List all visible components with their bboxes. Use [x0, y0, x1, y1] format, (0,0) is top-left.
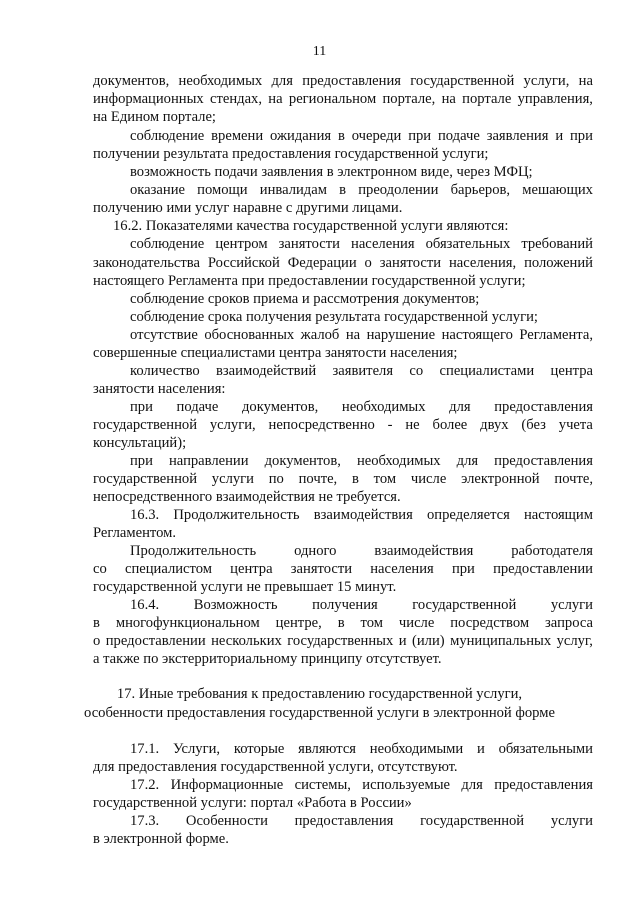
word: необходимыми [369, 741, 464, 757]
word: взаимодействия [374, 543, 474, 559]
text-line: особенности предоставления государственной услуги в электронной форме [84, 705, 555, 721]
word: электронной [461, 471, 540, 487]
word: на [345, 327, 361, 343]
word: муниципальных [450, 633, 552, 649]
word: Особенности [185, 813, 268, 829]
word: государственной [93, 471, 198, 487]
word: документов, [264, 453, 341, 469]
word: по [268, 471, 284, 487]
text-line [93, 254, 593, 272]
word: стендах, [210, 91, 262, 107]
word: являются [298, 741, 357, 757]
text-line [130, 362, 593, 380]
word: непосредственно [268, 417, 375, 433]
word: законодательства [93, 255, 200, 271]
word: не [405, 417, 420, 433]
word: на [268, 91, 283, 107]
word: одного [294, 543, 337, 559]
text-line: занятости населения: [93, 381, 226, 397]
word: Услуги, [172, 741, 221, 757]
text-line: 17. Иные требования к предоставлению государственной услуги, [116, 686, 523, 702]
word: настоящего [441, 327, 513, 343]
word: помощи [197, 182, 248, 198]
word: почте, [298, 471, 338, 487]
word: которые [233, 741, 285, 757]
word: подаче [437, 128, 480, 144]
word: предоставления [494, 399, 593, 415]
word: услуги, [209, 417, 256, 433]
word: работодателя [511, 543, 593, 559]
word: получения [312, 597, 378, 613]
word: о [93, 633, 101, 649]
word: на [578, 73, 593, 89]
word: нарушение [366, 327, 436, 343]
text-line: совершенные специалистами центра занятости населения; [93, 345, 458, 361]
text-line [93, 632, 593, 650]
word: при [570, 128, 593, 144]
text-line: непосредственного взаимодействия не требуется. [93, 489, 401, 505]
word: в [93, 615, 100, 631]
word: отсутствие [130, 327, 198, 343]
word: Продолжительность [173, 507, 300, 523]
word: занятости [290, 561, 353, 577]
word: необходимых [178, 73, 263, 89]
word: Информационные [170, 777, 284, 793]
word: государственной [410, 73, 515, 89]
word: в [337, 128, 345, 144]
word: времени [211, 128, 264, 144]
text-line: а также по экстерриториальному принципу отсутствует. [93, 651, 442, 667]
word: подаче [176, 399, 219, 415]
text-line: Регламентом. [93, 525, 177, 541]
word: при [130, 453, 153, 469]
text-line: настоящего Регламента при предоставлении государственной услуги; [93, 273, 526, 289]
word: многофункциональном [115, 615, 260, 631]
word: (без [521, 417, 546, 433]
text-line: в электронной форме. [93, 831, 229, 847]
word: 16.4. [130, 597, 160, 613]
text-line: получении результата предоставления государственной услуги; [93, 146, 489, 162]
text-line [93, 470, 593, 488]
word: соблюдение [130, 128, 205, 144]
page-number: 11 [312, 44, 327, 59]
word: предоставлении [105, 633, 206, 649]
text-line [93, 90, 593, 108]
word: со [409, 363, 424, 379]
word: услуги, [523, 73, 570, 89]
word: для [271, 73, 293, 89]
word: Продолжительность [130, 543, 257, 559]
word: - [387, 417, 393, 433]
text-line [130, 740, 593, 758]
text-line [130, 776, 593, 794]
word: взаимодействий [216, 363, 317, 379]
word: специалистом [124, 561, 212, 577]
word: предоставления [494, 453, 593, 469]
word: государственных [287, 633, 394, 649]
word: мешающих [522, 182, 593, 198]
word: населения [351, 236, 415, 252]
word: соблюдение [130, 236, 205, 252]
word: и [476, 741, 485, 757]
word: портале [462, 91, 512, 107]
text-line: консультаций); [93, 435, 187, 451]
text-line: государственной услуги: портал «Работа в России» [93, 795, 412, 811]
word: и [555, 128, 564, 144]
word: запроса [545, 615, 593, 631]
word: том [360, 615, 383, 631]
word: оказание [130, 182, 185, 198]
word: положений [524, 255, 593, 271]
text-line [93, 614, 593, 632]
text-line [130, 452, 593, 470]
word: Возможность [193, 597, 278, 613]
word: предоставлении [493, 561, 593, 577]
word: числе [398, 615, 435, 631]
word: о [364, 255, 372, 271]
word: услуги [550, 813, 593, 829]
word: настоящим [524, 507, 593, 523]
word: 17.3. [130, 813, 160, 829]
word: предоставления [302, 73, 401, 89]
text-line: на Едином портале; [93, 109, 216, 125]
word: управления, [517, 91, 593, 107]
text-line [130, 596, 593, 614]
word: 17.2. [130, 777, 160, 793]
text-line [93, 560, 593, 578]
word: при [451, 561, 475, 577]
word: занятости [379, 255, 442, 271]
word: населения, [448, 255, 517, 271]
word: предоставления [494, 777, 593, 793]
word: обоснованных [204, 327, 295, 343]
word: требований [521, 236, 593, 252]
word: двух [480, 417, 509, 433]
word: специалистами [439, 363, 535, 379]
text-line: государственной услуги не превышает 15 минут. [93, 579, 397, 595]
text-line [130, 506, 593, 524]
word: числе [410, 471, 447, 487]
text-line [93, 72, 593, 90]
text-line [130, 235, 593, 253]
word: нескольких [211, 633, 282, 649]
word: услуги [550, 597, 593, 613]
word: Регламента, [519, 327, 593, 343]
word: взаимодействия [313, 507, 413, 523]
word: государственной [412, 597, 517, 613]
word: количество [130, 363, 200, 379]
word: документов, [93, 73, 170, 89]
word: очереди [351, 128, 402, 144]
word: заявителя [332, 363, 394, 379]
word: системы, [294, 777, 351, 793]
word: инвалидам [259, 182, 327, 198]
word: жалоб [300, 327, 340, 343]
word: заявления [486, 128, 549, 144]
word: центра [230, 561, 273, 577]
text-line: получению ими услуг наравне с другими лицами. [93, 200, 403, 216]
word: почте, [554, 471, 593, 487]
word: необходимых [356, 453, 441, 469]
text-line [130, 542, 593, 560]
word: Российской [207, 255, 280, 271]
word: государственной [420, 813, 525, 829]
word: документов, [242, 399, 319, 415]
word: в [339, 182, 347, 198]
word: обязательными [498, 741, 593, 757]
word: для [461, 777, 483, 793]
word: услуг, [556, 633, 593, 649]
word: используемые [362, 777, 450, 793]
word: в [337, 615, 345, 631]
word: более [432, 417, 468, 433]
word: 16.3. [130, 507, 160, 523]
word: портале, [382, 91, 436, 107]
text-line [130, 181, 593, 199]
word: занятости [278, 236, 340, 252]
word: центре, [275, 615, 322, 631]
text-line [130, 812, 593, 830]
text-line: возможность подачи заявления в электронном виде, через МФЦ; [130, 164, 533, 180]
text-line: для предоставления государственной услуги, отсутствуют. [93, 759, 458, 775]
text-line: соблюдение срока получения результата государственной услуги; [130, 309, 538, 325]
word: посредством [450, 615, 530, 631]
word: том [373, 471, 397, 487]
word: для [456, 453, 479, 469]
word: учета [558, 417, 593, 433]
word: обязательных [425, 236, 511, 252]
text-line [130, 398, 593, 416]
word: барьеров, [450, 182, 511, 198]
word: 17.1. [130, 741, 160, 757]
word: и [398, 633, 407, 649]
word: ожидания [270, 128, 332, 144]
text-line [130, 127, 593, 145]
text-line [93, 416, 593, 434]
word: на [441, 91, 456, 107]
word: преодолении [358, 182, 439, 198]
word: центра [550, 363, 593, 379]
word: со [93, 561, 107, 577]
word: при [408, 128, 432, 144]
text-line: соблюдение сроков приема и рассмотрения документов; [130, 291, 480, 307]
text-line: 16.2. Показателями качества государственной услуги являются: [113, 218, 509, 234]
word: Федерации [287, 255, 357, 271]
word: информационных [93, 91, 204, 107]
word: в [351, 471, 359, 487]
word: услуги [211, 471, 254, 487]
word: направлении [168, 453, 249, 469]
word: населения [370, 561, 434, 577]
word: (или) [412, 633, 445, 649]
word: предоставления [294, 813, 394, 829]
word: региональном [288, 91, 377, 107]
word: необходимых [341, 399, 426, 415]
text-line [130, 326, 593, 344]
word: определяется [427, 507, 510, 523]
word: для [449, 399, 471, 415]
word: центром [215, 236, 268, 252]
word: при [130, 399, 153, 415]
word: государственной [93, 417, 198, 433]
